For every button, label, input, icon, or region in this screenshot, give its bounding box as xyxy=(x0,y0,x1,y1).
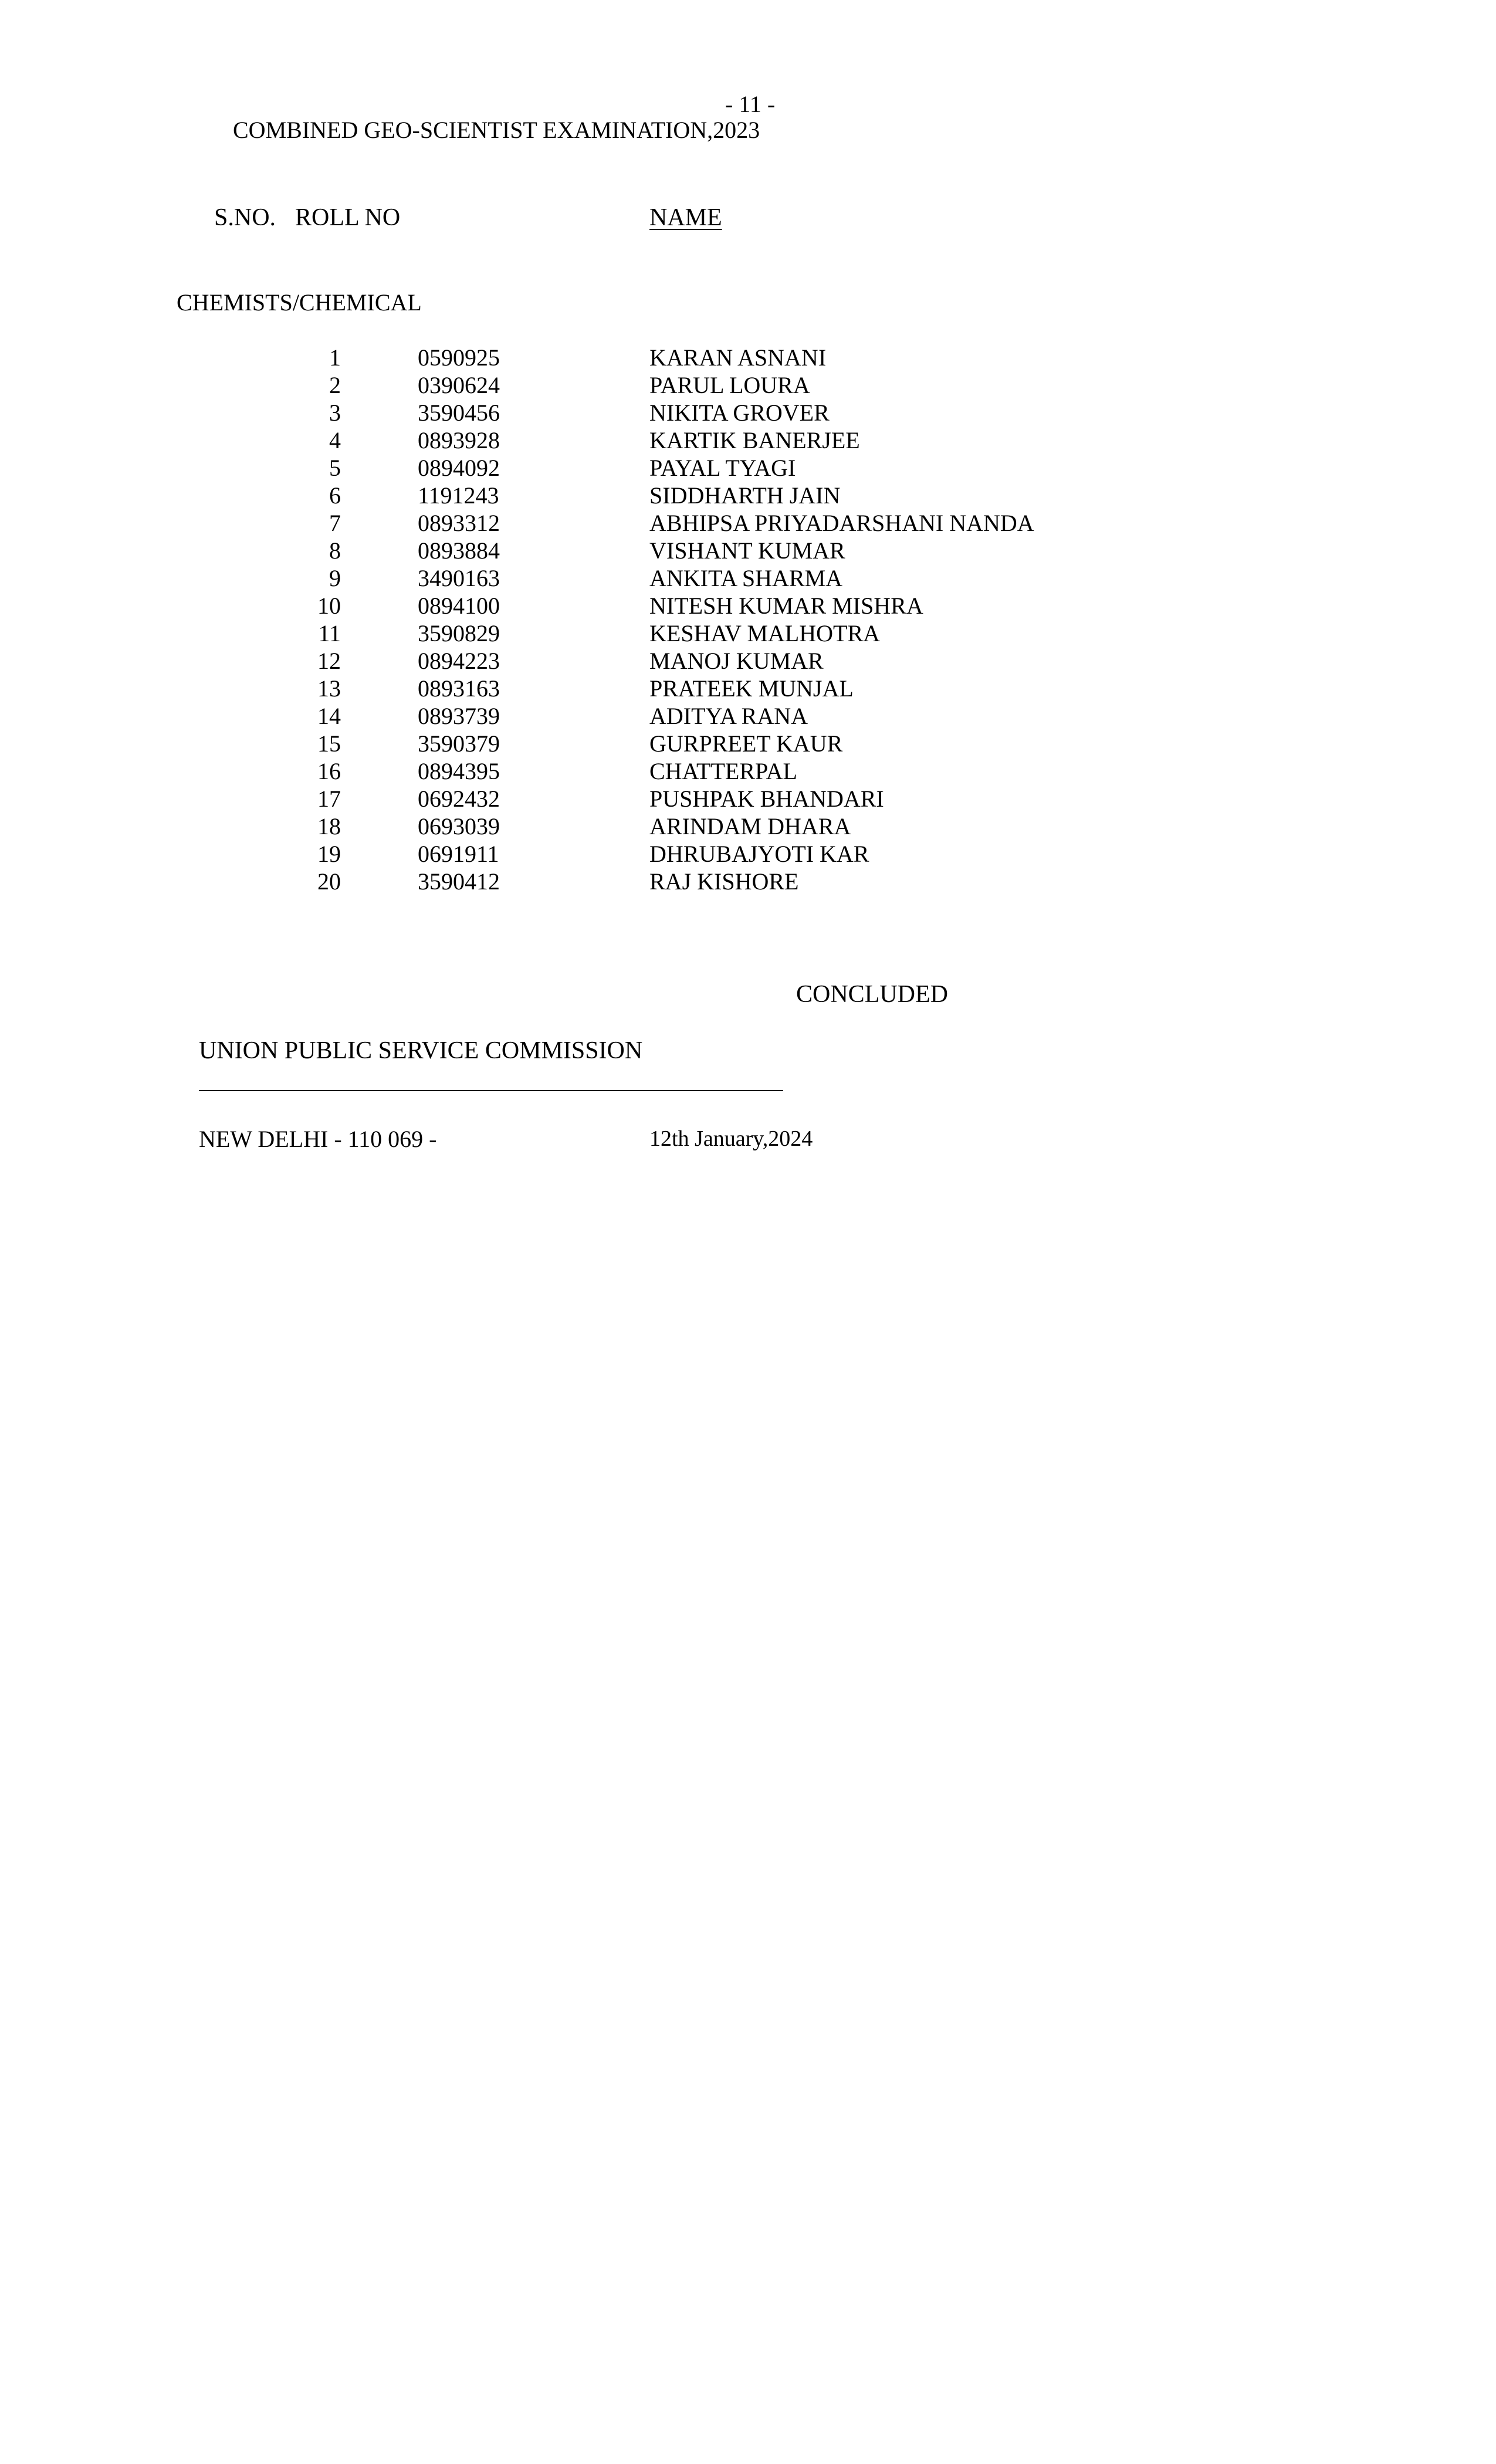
candidate-name: PRATEEK MUNJAL xyxy=(649,675,854,702)
document-title: COMBINED GEO-SCIENTIST EXAMINATION,2023 xyxy=(233,117,760,143)
roll-number: 0894092 xyxy=(418,455,500,481)
roll-number: 0692432 xyxy=(418,786,500,812)
candidate-name: ANKITA SHARMA xyxy=(649,565,843,591)
table-row xyxy=(0,429,1496,456)
roll-number: 0893884 xyxy=(418,537,500,564)
serial-number: 1 xyxy=(329,344,341,371)
roll-number: 0894100 xyxy=(418,593,500,619)
candidate-name: KARTIK BANERJEE xyxy=(649,427,860,453)
table-row xyxy=(0,677,1496,705)
table-row xyxy=(0,732,1496,760)
roll-number: 0390624 xyxy=(418,372,500,398)
serial-number: 6 xyxy=(329,482,341,509)
table-row xyxy=(0,539,1496,567)
serial-number: 20 xyxy=(317,868,341,895)
roll-number: 0893928 xyxy=(418,427,500,453)
roll-number: 3590379 xyxy=(418,730,500,757)
candidate-name: ABHIPSA PRIYADARSHANI NANDA xyxy=(649,510,1034,536)
candidate-name: PARUL LOURA xyxy=(649,372,810,398)
roll-number: 0693039 xyxy=(418,813,500,840)
serial-number: 18 xyxy=(317,813,341,840)
candidate-name: KARAN ASNANI xyxy=(649,344,827,371)
candidate-name: MANOJ KUMAR xyxy=(649,648,824,674)
serial-number: 17 xyxy=(317,786,341,812)
serial-number: 16 xyxy=(317,758,341,784)
roll-number: 0894223 xyxy=(418,648,500,674)
candidate-name: KESHAV MALHOTRA xyxy=(649,620,881,647)
candidate-name: PAYAL TYAGI xyxy=(649,455,796,481)
table-row xyxy=(0,512,1496,539)
candidate-name: NIKITA GROVER xyxy=(649,400,830,426)
serial-number: 11 xyxy=(318,620,341,647)
table-row xyxy=(0,567,1496,594)
table-row xyxy=(0,484,1496,512)
table-row xyxy=(0,622,1496,649)
concluded-label: CONCLUDED xyxy=(796,981,948,1008)
table-row xyxy=(0,594,1496,622)
candidate-name: ADITYA RANA xyxy=(649,703,808,729)
table-row xyxy=(0,346,1496,374)
table-row xyxy=(0,705,1496,732)
serial-number: 14 xyxy=(317,703,341,729)
roll-number: 3590456 xyxy=(418,400,500,426)
signature-line xyxy=(199,1090,783,1091)
table-row xyxy=(0,649,1496,677)
roll-number: 3590829 xyxy=(418,620,500,647)
roll-number: 0691911 xyxy=(418,841,499,867)
table-row xyxy=(0,815,1496,842)
serial-number: 5 xyxy=(329,455,341,481)
candidate-name: CHATTERPAL xyxy=(649,758,797,784)
table-row xyxy=(0,401,1496,429)
candidate-list xyxy=(0,346,1496,898)
serial-number: 13 xyxy=(317,675,341,702)
roll-number: 1191243 xyxy=(418,482,499,509)
serial-number: 8 xyxy=(329,537,341,564)
roll-number: 3490163 xyxy=(418,565,500,591)
candidate-name: NITESH KUMAR MISHRA xyxy=(649,593,923,619)
serial-number: 4 xyxy=(329,427,341,453)
table-row xyxy=(0,456,1496,484)
roll-number: 0893163 xyxy=(418,675,500,702)
category-heading: CHEMISTS/CHEMICAL xyxy=(177,289,422,316)
issue-date: 12th January,2024 xyxy=(649,1126,813,1151)
candidate-name: PUSHPAK BHANDARI xyxy=(649,786,884,812)
serial-number: 2 xyxy=(329,372,341,398)
table-row xyxy=(0,760,1496,787)
serial-number: 19 xyxy=(317,841,341,867)
candidate-name: VISHANT KUMAR xyxy=(649,537,845,564)
column-header-sno: S.NO. xyxy=(214,204,276,231)
roll-number: 3590412 xyxy=(418,868,500,895)
table-row xyxy=(0,787,1496,815)
page-number: - 11 - xyxy=(725,91,776,117)
serial-number: 9 xyxy=(329,565,341,591)
place-line: NEW DELHI - 110 069 - xyxy=(199,1126,437,1152)
candidate-name: DHRUBAJYOTI KAR xyxy=(649,841,869,867)
candidate-name: GURPREET KAUR xyxy=(649,730,843,757)
commission-name: UNION PUBLIC SERVICE COMMISSION xyxy=(199,1037,643,1064)
serial-number: 12 xyxy=(317,648,341,674)
serial-number: 15 xyxy=(317,730,341,757)
roll-number: 0894395 xyxy=(418,758,500,784)
serial-number: 3 xyxy=(329,400,341,426)
table-row xyxy=(0,842,1496,870)
roll-number: 0590925 xyxy=(418,344,500,371)
roll-number: 0893739 xyxy=(418,703,500,729)
candidate-name: SIDDHARTH JAIN xyxy=(649,482,841,509)
column-header-name: NAME xyxy=(649,204,722,231)
candidate-name: RAJ KISHORE xyxy=(649,868,799,895)
table-row xyxy=(0,870,1496,898)
serial-number: 10 xyxy=(317,593,341,619)
serial-number: 7 xyxy=(329,510,341,536)
roll-number: 0893312 xyxy=(418,510,500,536)
candidate-name: ARINDAM DHARA xyxy=(649,813,851,840)
table-row xyxy=(0,374,1496,401)
column-header-roll-no: ROLL NO xyxy=(295,204,401,231)
